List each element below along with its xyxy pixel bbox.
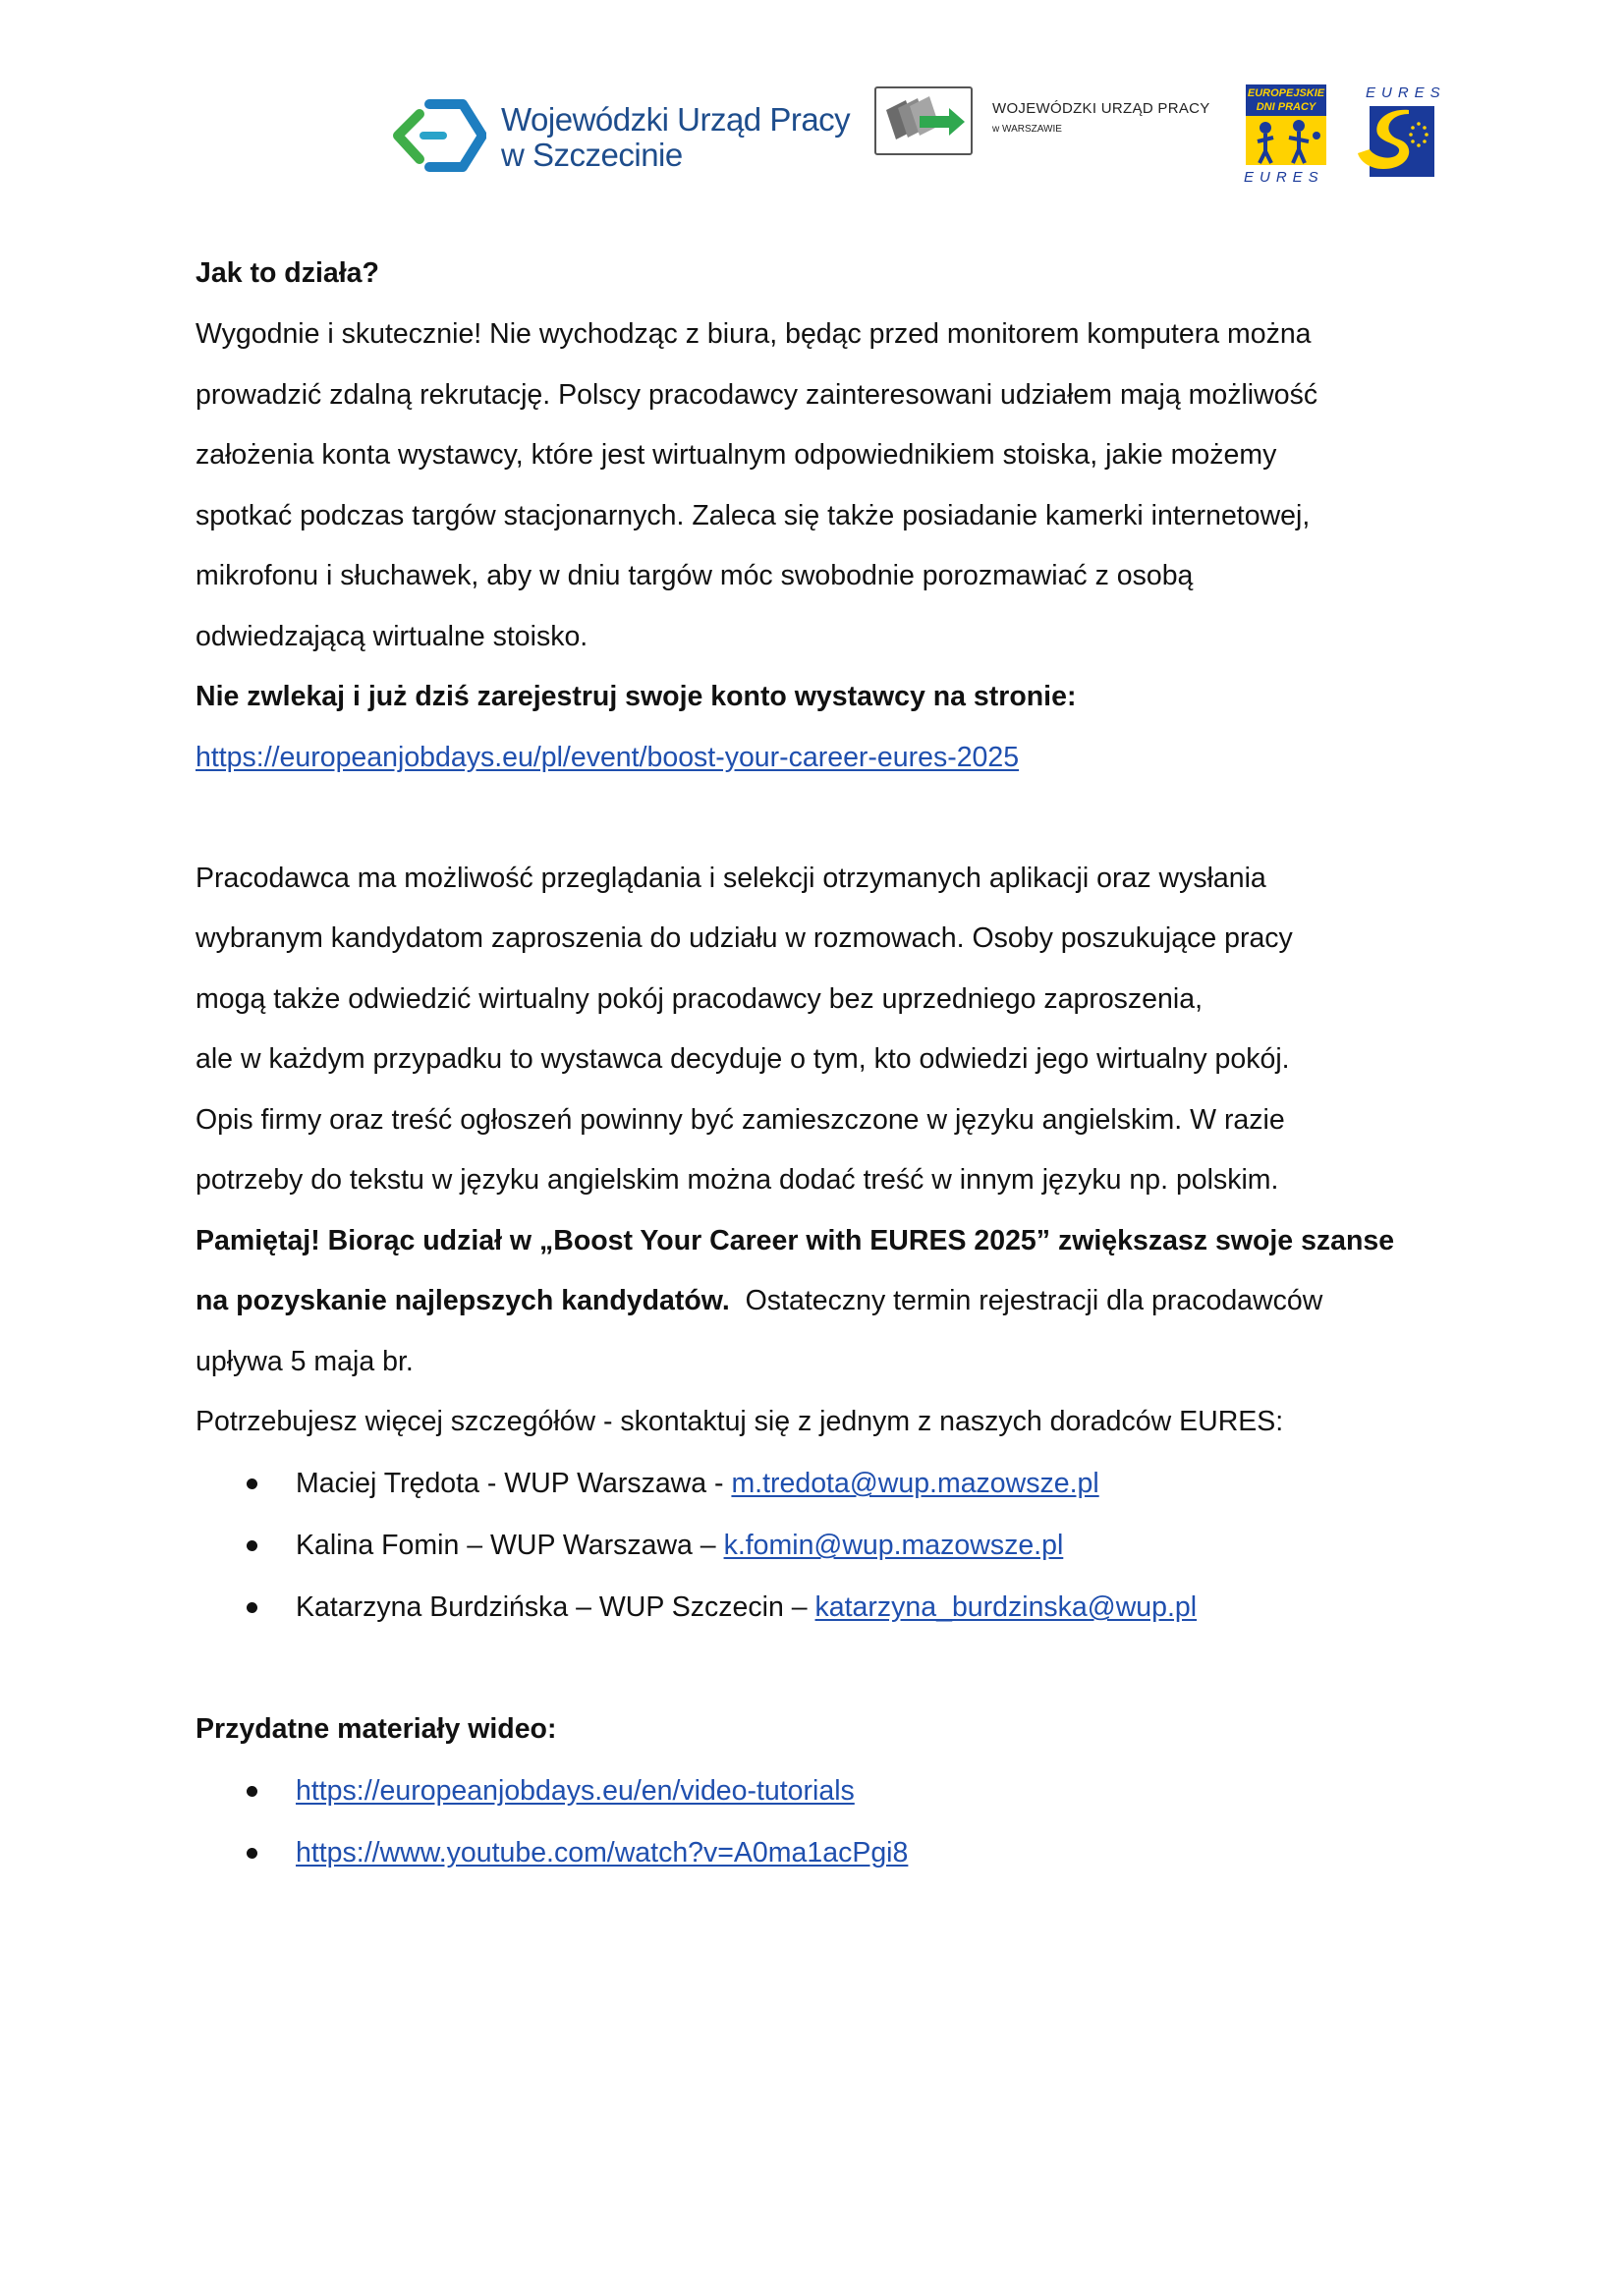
paragraph-line: ale w każdym przypadku to wystawca decyduje o tym, kto odwiedzi jego wirtualny pokój. <box>196 1043 1290 1075</box>
deadline-date-line: upływa 5 maja br. <box>196 1346 414 1377</box>
bullet-icon <box>247 1786 257 1797</box>
paragraph-line: mikrofonu i słuchawek, aby w dniu targów móc swobodnie porozmawiać z osobą <box>196 560 1194 591</box>
section-heading-video-materials: Przydatne materiały wideo: <box>196 1713 557 1745</box>
people-figures-icon <box>1240 114 1338 173</box>
eures-logo <box>1348 84 1446 183</box>
event-registration-link[interactable]: https://europeanjobdays.eu/pl/event/boost-your-career-eures-2025 <box>196 742 1020 773</box>
bullet-icon <box>247 1848 257 1859</box>
wup-warszawa-logo-sub: w WARSZAWIE <box>992 124 1062 135</box>
wup-warszawa-logo <box>874 86 1218 160</box>
page-header <box>0 0 1624 206</box>
wup-warszawa-emblem-icon <box>874 86 973 155</box>
european-job-days-tag-line2: DNI PRACY <box>1256 101 1316 113</box>
wup-warszawa-logo-name: WOJEWÓDZKI URZĄD PRACY <box>992 100 1210 117</box>
paragraph-line: prowadzić zdalną rekrutację. Polscy pracodawcy zainteresowani udziałem mają możliwość <box>196 379 1318 411</box>
contact-email-link[interactable]: katarzyna_burdzinska@wup.pl <box>814 1591 1198 1623</box>
european-job-days-bottom-text: EURES <box>1244 169 1324 186</box>
wup-szczecin-logo <box>368 96 851 177</box>
european-job-days-tag-line1: EUROPEJSKIE <box>1247 87 1325 99</box>
wup-szczecin-emblem-icon <box>368 96 486 177</box>
bullet-icon <box>247 1602 257 1613</box>
bullet-icon <box>247 1540 257 1551</box>
contact-name: Maciej Trędota - WUP Warszawa - <box>296 1468 732 1499</box>
european-job-days-logo <box>1240 84 1338 193</box>
eures-logo-text: EURES <box>1366 84 1446 101</box>
paragraph-line: mogą także odwiedzić wirtualny pokój pracodawcy bez uprzedniego zaproszenia, <box>196 983 1203 1015</box>
reminder-line: Pamiętaj! Biorąc udział w „Boost Your Career with EURES 2025” zwiększasz swoje szanse <box>196 1225 1395 1256</box>
contact-name: Kalina Fomin – WUP Warszawa – <box>296 1530 724 1561</box>
contact-name: Katarzyna Burdzińska – WUP Szczecin – <box>296 1591 815 1623</box>
paragraph-line: wybranym kandydatom zaproszenia do udziału w rozmowach. Osoby poszukujące pracy <box>196 922 1293 954</box>
video-tutorials-link[interactable]: https://europeanjobdays.eu/en/video-tutorials <box>296 1775 855 1807</box>
register-call-to-action: Nie zwlekaj i już dziś zarejestruj swoje konto wystawcy na stronie: <box>196 681 1077 712</box>
youtube-video-link[interactable]: https://www.youtube.com/watch?v=A0ma1acPgi8 <box>296 1837 909 1869</box>
contact-intro: Potrzebujesz więcej szczegółów - skontaktuj się z jednym z naszych doradców EURES: <box>196 1406 1284 1437</box>
reminder-deadline-line <box>196 1281 1322 1320</box>
contact-email-link[interactable]: k.fomin@wup.mazowsze.pl <box>723 1530 1064 1561</box>
paragraph-line: potrzeby do tekstu w języku angielskim można dodać treść w innym języku np. polskim. <box>196 1164 1279 1196</box>
paragraph-line: Wygodnie i skutecznie! Nie wychodząc z biura, będąc przed monitorem komputera można <box>196 318 1312 350</box>
contact-email-link[interactable]: m.tredota@wup.mazowsze.pl <box>731 1468 1099 1499</box>
paragraph-line: założenia konta wystawcy, które jest wirtualnym odpowiednikiem stoiska, jakie możemy <box>196 439 1277 471</box>
wup-szczecin-logo-line2: w Szczecinie <box>501 137 683 173</box>
eures-emblem-icon <box>1348 104 1441 183</box>
reminder-bold-text: na pozyskanie najlepszych kandydatów. <box>196 1285 730 1316</box>
section-heading-how-it-works: Jak to działa? <box>196 257 379 289</box>
european-job-days-tag <box>1246 84 1326 116</box>
paragraph-line: spotkać podczas targów stacjonarnych. Zaleca się także posiadanie kamerki internetowej, <box>196 500 1311 531</box>
paragraph-line: odwiedzającą wirtualne stoisko. <box>196 621 588 652</box>
wup-szczecin-logo-line1: Wojewódzki Urząd Pracy <box>501 101 851 138</box>
bullet-icon <box>247 1478 257 1489</box>
paragraph-line: Opis firmy oraz treść ogłoszeń powinny być zamieszczone w języku angielskim. W razie <box>196 1104 1285 1136</box>
registration-deadline-text: Ostateczny termin rejestracji dla pracodawców <box>745 1285 1323 1316</box>
paragraph-line: Pracodawca ma możliwość przeglądania i selekcji otrzymanych aplikacji oraz wysłania <box>196 863 1266 894</box>
